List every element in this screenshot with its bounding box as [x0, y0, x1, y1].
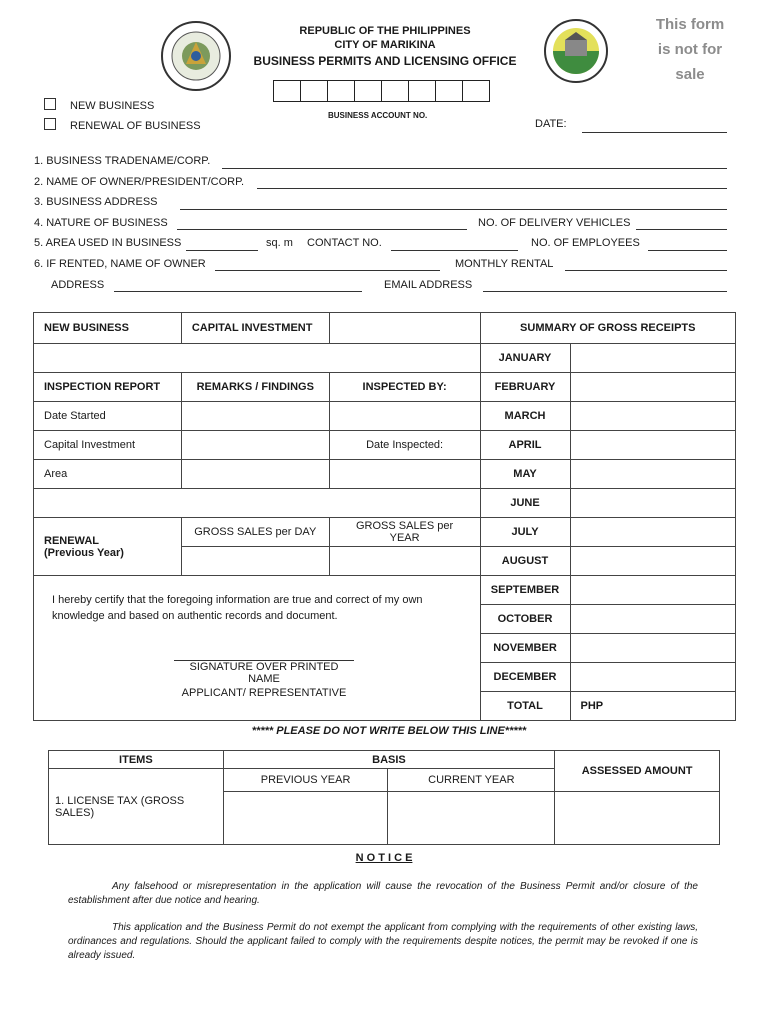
renewal-checkbox[interactable]: [44, 118, 56, 130]
basis-header: BASIS: [223, 751, 554, 769]
month-november: NOVEMBER: [480, 634, 570, 663]
rented-owner-label: 6. IF RENTED, NAME OF OWNER: [34, 258, 206, 270]
receipt-september[interactable]: [570, 576, 736, 605]
business-account-number-boxes[interactable]: [273, 80, 490, 102]
monthly-rental-label: MONTHLY RENTAL: [455, 258, 554, 270]
area-remarks[interactable]: [181, 460, 329, 489]
not-for-sale-line1: This form: [655, 16, 725, 33]
delivery-vehicles-label: NO. OF DELIVERY VEHICLES: [478, 217, 631, 229]
total-php[interactable]: PHP: [570, 692, 736, 721]
bplo-seal: [543, 18, 609, 84]
month-january: JANUARY: [480, 344, 570, 373]
new-business-label: NEW BUSINESS: [70, 100, 155, 112]
tradename-label: 1. BUSINESS TRADENAME/CORP.: [34, 155, 211, 167]
notice-paragraph-2: This application and the Business Permit do not exempt the applicant from complying with the requirements of other existing laws, ordinances and regulations. Should the applicant failed to comply with the requirements despite notices, the permit may be revoked if one is already issued.: [68, 922, 698, 961]
renewal-cell: [34, 518, 182, 576]
certification-cell: [34, 576, 481, 721]
new-business-checkbox[interactable]: [44, 98, 56, 110]
contact-no-field[interactable]: [391, 250, 518, 251]
receipt-october[interactable]: [570, 605, 736, 634]
assessed-amount-header: ASSESSED AMOUNT: [555, 751, 720, 792]
date-started-label: Date Started: [34, 402, 182, 431]
area-used-field[interactable]: [186, 250, 258, 251]
email-address-field[interactable]: [483, 291, 727, 292]
date-started-inspector[interactable]: [329, 402, 480, 431]
header-republic: REPUBLIC OF THE PHILIPPINES: [299, 25, 471, 37]
receipt-february[interactable]: [570, 373, 736, 402]
date-label: DATE:: [535, 118, 567, 130]
capital-investment-input[interactable]: [329, 313, 480, 344]
employees-field[interactable]: [648, 250, 727, 251]
receipt-march[interactable]: [570, 402, 736, 431]
date-started-remarks[interactable]: [181, 402, 329, 431]
remarks-header: REMARKS / FINDINGS: [181, 373, 329, 402]
header-city: CITY OF MARIKINA: [334, 39, 436, 51]
receipt-may[interactable]: [570, 460, 736, 489]
notice-title: N O T I C E: [355, 852, 413, 864]
month-july: JULY: [480, 518, 570, 547]
not-for-sale-line3: sale: [675, 66, 705, 83]
employees-label: NO. OF EMPLOYEES: [531, 237, 640, 249]
current-year-input[interactable]: [388, 792, 555, 845]
assessment-table: [48, 750, 720, 845]
header-office: BUSINESS PERMITS AND LICENSING OFFICE: [253, 54, 517, 68]
capital-investment-row-label: Capital Investment: [34, 431, 182, 460]
inspected-by-header: INSPECTED BY:: [329, 373, 480, 402]
receipt-august[interactable]: [570, 547, 736, 576]
month-september: SEPTEMBER: [480, 576, 570, 605]
rented-owner-field[interactable]: [215, 270, 440, 271]
blank-row: [34, 344, 481, 373]
summary-gross-receipts-header: SUMMARY OF GROSS RECEIPTS: [480, 313, 735, 344]
receipt-december[interactable]: [570, 663, 736, 692]
date-field[interactable]: [582, 132, 727, 133]
owner-address-label: ADDRESS: [51, 279, 105, 291]
month-april: APRIL: [480, 431, 570, 460]
application-table: [33, 312, 736, 721]
signature-label: SIGNATURE OVER PRINTED NAME: [189, 661, 339, 685]
previous-year-input[interactable]: [223, 792, 388, 845]
contact-no-label: CONTACT NO.: [307, 237, 382, 249]
area-unit-label: sq. m: [266, 237, 293, 249]
month-october: OCTOBER: [480, 605, 570, 634]
capital-investment-header: CAPITAL INVESTMENT: [181, 313, 329, 344]
receipt-april[interactable]: [570, 431, 736, 460]
date-inspected-input[interactable]: [329, 460, 480, 489]
gross-sales-year-header: GROSS SALES per YEAR: [329, 518, 480, 547]
applicant-label: APPLICANT/ REPRESENTATIVE: [181, 687, 347, 699]
gross-sales-day-header: GROSS SALES per DAY: [181, 518, 329, 547]
current-year-header: CURRENT YEAR: [388, 769, 555, 792]
email-address-label: EMAIL ADDRESS: [384, 279, 473, 291]
assessed-amount-input[interactable]: [555, 792, 720, 845]
business-address-field[interactable]: [180, 209, 727, 210]
owner-name-label: 2. NAME OF OWNER/PRESIDENT/CORP.: [34, 176, 245, 188]
owner-name-field[interactable]: [257, 188, 727, 189]
blank-row-2: [34, 489, 481, 518]
notice-paragraph-1: Any falsehood or misrepresentation in the application will cause the revocation of the Business Permit and/or closure of the establishment after due notice and hearing.: [68, 881, 698, 906]
nature-of-business-label: 4. NATURE OF BUSINESS: [34, 217, 168, 229]
area-label: Area: [34, 460, 182, 489]
inspection-report-header: INSPECTION REPORT: [34, 373, 182, 402]
gross-sales-day-input[interactable]: [181, 547, 329, 576]
certification-text: I hereby certify that the foregoing information are true and correct of my own knowledge and based on authentic records and document.: [52, 594, 423, 622]
new-business-header: NEW BUSINESS: [34, 313, 182, 344]
business-address-label: 3. BUSINESS ADDRESS: [34, 196, 158, 208]
month-december: DECEMBER: [480, 663, 570, 692]
month-may: MAY: [480, 460, 570, 489]
capital-investment-remarks[interactable]: [181, 431, 329, 460]
items-header: ITEMS: [49, 751, 224, 769]
monthly-rental-field[interactable]: [565, 270, 727, 271]
area-used-label: 5. AREA USED IN BUSINESS: [34, 237, 182, 249]
license-tax-label: 1. LICENSE TAX (GROSS SALES): [49, 769, 224, 845]
month-june: JUNE: [480, 489, 570, 518]
total-label: TOTAL: [480, 692, 570, 721]
previous-year-label: (Previous Year): [44, 546, 124, 559]
renewal-label: RENEWAL OF BUSINESS: [70, 120, 201, 132]
month-august: AUGUST: [480, 547, 570, 576]
previous-year-header: PREVIOUS YEAR: [223, 769, 388, 792]
nature-of-business-field[interactable]: [177, 229, 467, 230]
receipt-june[interactable]: [570, 489, 736, 518]
do-not-write-divider: ***** PLEASE DO NOT WRITE BELOW THIS LINE*****: [251, 725, 527, 737]
owner-address-field[interactable]: [114, 291, 362, 292]
month-march: MARCH: [480, 402, 570, 431]
receipt-november[interactable]: [570, 634, 736, 663]
delivery-vehicles-field[interactable]: [636, 229, 727, 230]
receipt-july[interactable]: [570, 518, 736, 547]
business-account-label: BUSINESS ACCOUNT NO.: [328, 111, 428, 120]
gross-sales-year-input[interactable]: [329, 547, 480, 576]
tradename-field[interactable]: [222, 168, 727, 169]
not-for-sale-line2: is not for: [657, 41, 723, 58]
marikina-city-seal: [160, 20, 232, 92]
month-february: FEBRUARY: [480, 373, 570, 402]
receipt-january[interactable]: [570, 344, 736, 373]
date-inspected-label: Date Inspected:: [329, 431, 480, 460]
renewal-label-cell: RENEWAL: [44, 534, 99, 547]
